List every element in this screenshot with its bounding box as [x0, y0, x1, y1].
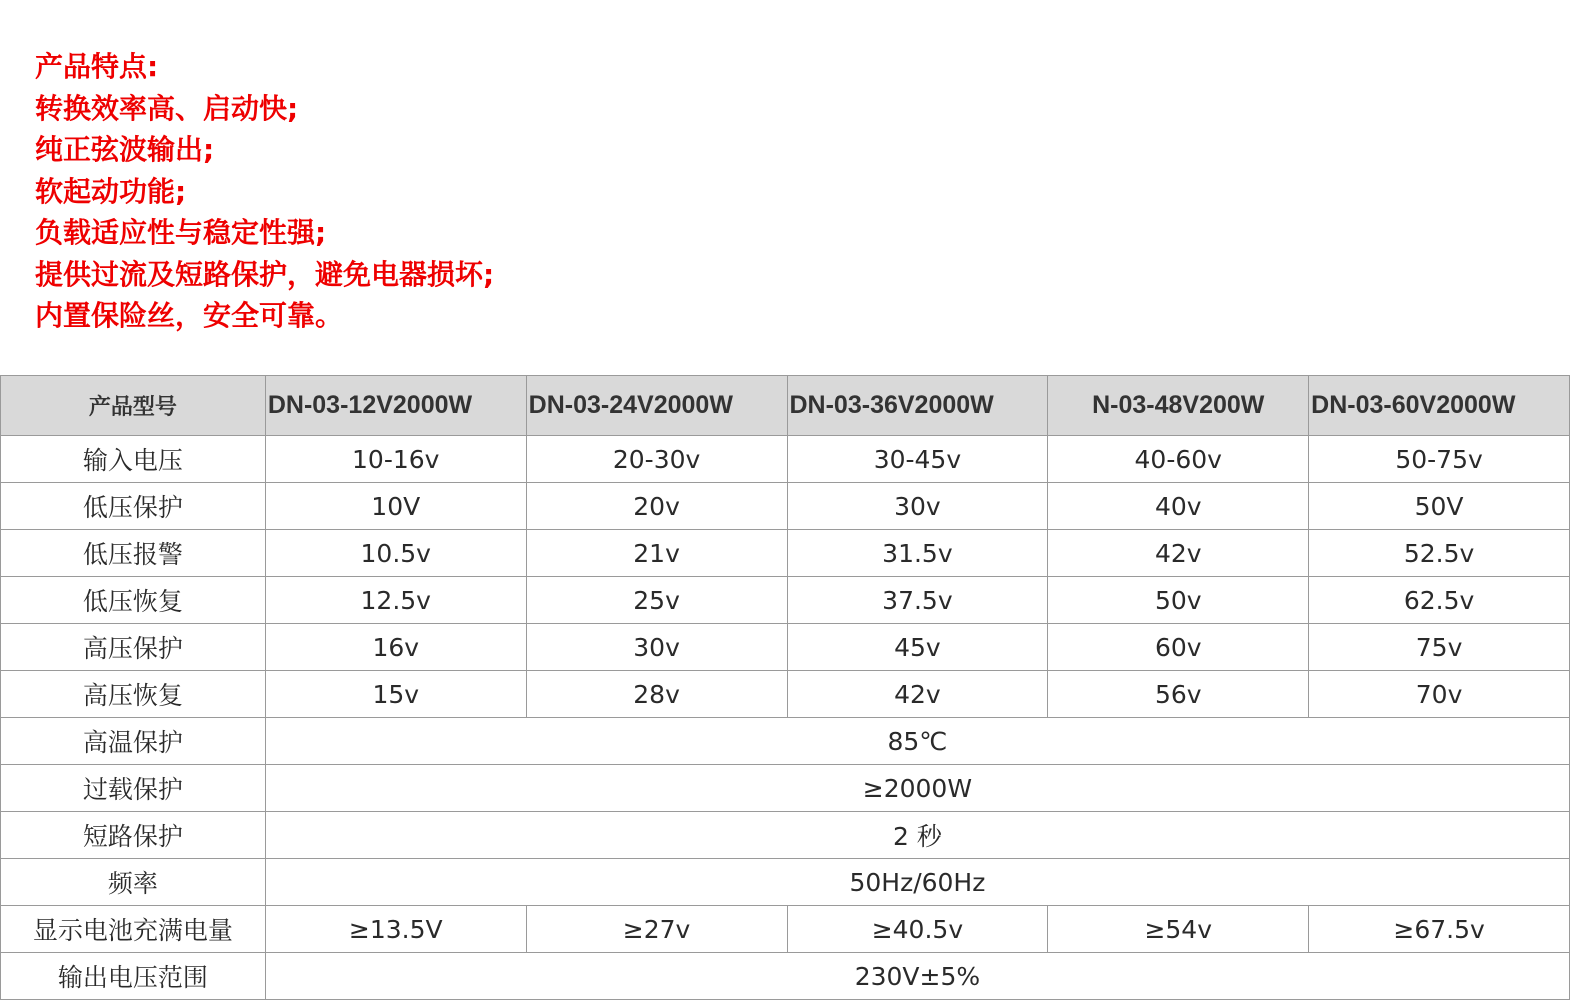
table-row	[1, 718, 1570, 765]
row-label: 高压保护	[1, 624, 266, 671]
table-cell: ≥40.5v	[787, 906, 1048, 953]
table-cell: 20v	[526, 483, 787, 530]
table-cell: 42v	[787, 671, 1048, 718]
row-label: 显示电池充满电量	[1, 906, 266, 953]
table-cell: 62.5v	[1309, 577, 1570, 624]
feature-item: 纯正弦波输出;	[35, 133, 215, 166]
table-cell: 21v	[526, 530, 787, 577]
model-header: DN-03-24V2000W	[526, 376, 787, 436]
table-row	[1, 436, 1570, 483]
feature-item: 提供过流及短路保护，避免电器损坏;	[35, 257, 495, 291]
row-label: 高压恢复	[1, 671, 266, 718]
table-cell: 45v	[787, 624, 1048, 671]
table-row	[1, 577, 1570, 624]
header-label: 产品型号	[1, 376, 266, 436]
table-cell: 50v	[1048, 577, 1309, 624]
row-label: 输出电压范围	[1, 953, 266, 1000]
table-cell: 30-45v	[787, 436, 1048, 483]
table-cell: 28v	[526, 671, 787, 718]
table-row	[1, 530, 1570, 577]
table-cell: 30v	[787, 483, 1048, 530]
table-cell: 10-16v	[265, 436, 526, 483]
row-label: 低压保护	[1, 483, 266, 530]
table-row	[1, 624, 1570, 671]
feature-item: 内置保险丝，安全可靠。	[35, 299, 344, 332]
product-features	[35, 46, 494, 337]
table-cell: ≥27v	[526, 906, 787, 953]
row-label: 低压报警	[1, 530, 266, 577]
table-cell: 15v	[265, 671, 526, 718]
model-header: DN-03-36V2000W	[787, 376, 1048, 436]
spec-table	[0, 375, 1570, 1000]
table-cell: 40-60v	[1048, 436, 1309, 483]
table-row	[1, 765, 1570, 812]
table-row	[1, 812, 1570, 859]
merged-cell: ≥2000W	[265, 765, 1569, 812]
row-label: 高温保护	[1, 718, 266, 765]
table-cell: ≥54v	[1048, 906, 1309, 953]
model-header: N-03-48V200W	[1048, 376, 1309, 436]
merged-cell: 230V±5%	[265, 953, 1569, 1000]
row-label: 过载保护	[1, 765, 266, 812]
table-row	[1, 671, 1570, 718]
table-cell: 10.5v	[265, 530, 526, 577]
row-label: 低压恢复	[1, 577, 266, 624]
row-label: 短路保护	[1, 812, 266, 859]
table-row	[1, 483, 1570, 530]
feature-item: 转换效率高、启动快;	[35, 91, 299, 125]
table-cell: 10V	[265, 483, 526, 530]
feature-item: 软起动功能;	[35, 174, 187, 208]
table-cell: 42v	[1048, 530, 1309, 577]
row-label: 频率	[1, 859, 266, 906]
row-label: 输入电压	[1, 436, 266, 483]
table-cell: 52.5v	[1309, 530, 1570, 577]
table-cell: 16v	[265, 624, 526, 671]
table-cell: 50-75v	[1309, 436, 1570, 483]
merged-cell: 50Hz/60Hz	[265, 859, 1569, 906]
table-cell: 70v	[1309, 671, 1570, 718]
table-cell: 20-30v	[526, 436, 787, 483]
merged-cell: 2 秒	[265, 812, 1569, 859]
features-heading: 产品特点:	[35, 50, 159, 83]
table-cell: 40v	[1048, 483, 1309, 530]
feature-item: 负载适应性与稳定性强;	[35, 216, 327, 249]
table-cell: 56v	[1048, 671, 1309, 718]
header-row	[1, 376, 1570, 436]
table-cell: ≥13.5V	[265, 906, 526, 953]
table-cell: 31.5v	[787, 530, 1048, 577]
table-cell: 75v	[1309, 624, 1570, 671]
table-cell: 60v	[1048, 624, 1309, 671]
table-row	[1, 906, 1570, 953]
table-cell: 12.5v	[265, 577, 526, 624]
model-header: DN-03-12V2000W	[265, 376, 526, 436]
table-cell: 37.5v	[787, 577, 1048, 624]
table-cell: 50V	[1309, 483, 1570, 530]
table-cell: ≥67.5v	[1309, 906, 1570, 953]
table-cell: 25v	[526, 577, 787, 624]
table-row	[1, 859, 1570, 906]
merged-cell: 85℃	[265, 718, 1569, 765]
model-header: DN-03-60V2000W	[1309, 376, 1570, 436]
table-row	[1, 953, 1570, 1000]
table-cell: 30v	[526, 624, 787, 671]
